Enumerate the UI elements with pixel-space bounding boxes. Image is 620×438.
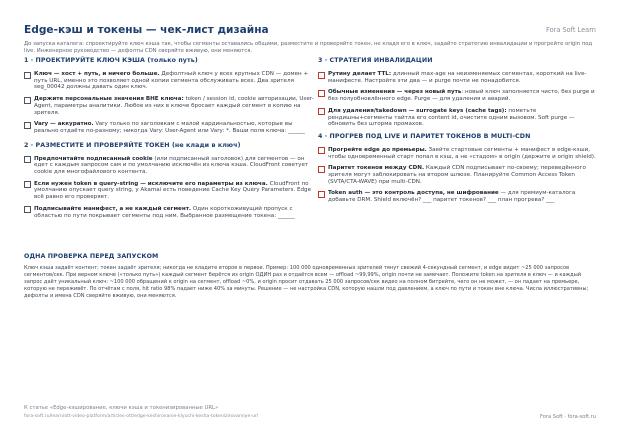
section-heading-token — [24, 142, 314, 149]
section-title: 2 · РАЗМЕСТИТЕ И ПРОВЕРЯЙТЕ ТОКЕН — [24, 141, 170, 149]
checklist-item[interactable] — [318, 108, 596, 128]
item-text: пометьте рендишны+сегменты тайтла его content id, очистите одним вызовом. Soft purge — обновить без шторма промахов. — [328, 107, 575, 128]
checkbox[interactable] — [24, 72, 31, 79]
section-title: 4 · ПРОГРЕВ ПОД LIVE И ПАРИТЕТ ТОКЕНОВ В MULTI-CDN — [318, 132, 531, 140]
section-note: (не клади в ключ) — [171, 141, 241, 149]
item-text: token / session id, cookie авторизации, User-Agent, параметры аналитики. Любое из них в ключе бросает каждый сегмент в копию на зрителя. — [34, 96, 314, 116]
checkbox[interactable] — [24, 181, 31, 188]
checklist-item[interactable] — [24, 71, 314, 91]
item-bold-text: Ключ — хост + путь, и ничего больше. — [34, 71, 160, 77]
page-title: Edge-кэш и токены — чек-лист дизайна — [24, 24, 269, 36]
checklist-item[interactable] — [318, 165, 596, 185]
worked-example-text: Ключ кэша задаёт контент; токен задаёт зрителя; никогда не кладите второе в первое. Пример: 100 000 одновременных зрителей тянут свежий 4-секундный сегмент, и edge видит ~25 000 запросов сегментов/сек. При верном ключе («только путь») каждый сегмент берётся из origin ОДИН раз и отдаётся всем — offload ~99,99%, origin почти не замечает. Положите token на зрителя в ключ — и каждый запрос даёт уникальный ключ: ~100 000 обращений к origin на сегмент, offload ~0%, и origin просит отдавать 25 000 запросов/сек видео на полном битрейте, чего он не может, — он падает на премьере, которую не переживёт. По отчётам с поля, hit ratio 98% падает ниже 40% за минуты. Решение — не настройка CDN, которую нашли под давлением, а ключ по пути и токен вне ключа. Числа иллюстративны; дефолты и имена CDN сверяйте вживую, они меняются. — [24, 265, 589, 299]
checkbox[interactable] — [24, 206, 31, 213]
section-title: 3 · СТРАТЕГИЯ ИНВАЛИДАЦИИ — [318, 57, 433, 64]
item-text: CloudFront по умолчанию опускает query string, у Akamai есть поведение Cache Key Query Parameters. Edge всё равно его проверяет. — [34, 180, 312, 201]
checkbox[interactable] — [318, 90, 325, 97]
checkbox[interactable] — [24, 156, 31, 163]
checkbox[interactable] — [24, 122, 31, 129]
item-bold-text: Vary — аккуратно. — [34, 121, 94, 128]
worked-example — [24, 253, 596, 300]
footer-article-url[interactable]: fora-soft.ru/learn/ott-video-platform/articles-ott/edge-keshirovanie-klyuchi-kesha-tokenizirovannye-url — [24, 414, 259, 419]
intro-paragraph: До запуска каталога: спроектируйте ключ кэша так, чтобы сегменты оставались общими, разместите и проверяйте токен, не кладя его в ключ, задайте стратегию инвалидации и прогрейте origin под live. Инженерное руководство — дефолты CDN сверяйте вживую, они меняются. — [24, 41, 593, 54]
item-bold-text: Прогрейте edge до премьеры. — [328, 146, 427, 153]
checkbox[interactable] — [318, 108, 325, 115]
item-text: : новый ключ заполняется чисто, без purge и без полуобновлённого edge. Purge — для удаления и аварий. — [328, 89, 595, 103]
section-heading-prewarm — [318, 133, 596, 140]
section-title: 1 · ПРОЕКТИРУЙТЕ КЛЮЧ КЭША — [24, 57, 146, 64]
item-text: Один короткоживущий пропуск с областью по пути покрывает сегменты под ним. Выбранное размещение токена: ______ — [34, 205, 295, 219]
item-bold-text: Держите персональные значения ВНЕ ключа: — [34, 96, 184, 103]
checkbox[interactable] — [24, 97, 31, 104]
checkbox[interactable] — [318, 166, 325, 173]
item-bold-text: Для удаления/takedown — surrogate keys (cache tags): — [328, 107, 507, 114]
checklist-item[interactable] — [24, 96, 314, 116]
brand-label: Fora Soft Learn — [546, 26, 596, 34]
item-text: — для премиум-каталога добавьте DRM. Shield включён? ___ паритет токенов? ___ план прогрева? ___ — [328, 190, 576, 204]
checkbox[interactable] — [318, 72, 325, 79]
page-header — [24, 24, 596, 38]
item-text: Дефолтный ключ у всех крупных CDN — домен + путь URL, именно это позволяет одной копии сегмента обслуживать всех. Два зрителя seg_00042 должны давать один ключ. — [34, 71, 309, 91]
checkbox[interactable] — [318, 147, 325, 154]
checklist-item[interactable] — [24, 181, 314, 201]
checklist-item[interactable] — [24, 206, 314, 219]
section-note: (только путь) — [147, 57, 198, 64]
left-column — [24, 57, 314, 224]
item-text: длинный max-age на неизменяемых сегментах, короткий на live-манифесте. Настройте эти два — и purge почти не понадобится. — [328, 71, 587, 84]
item-text: (или подписанный заголовок) для сегментов — он едет с каждым запросом сам и по умолчанию исключён из ключа кэша. CloudFront советует cookie для многофайлового контента. — [34, 155, 309, 176]
footer-brand[interactable]: Fora Soft · fora-soft.ru — [540, 414, 596, 420]
checklist-item[interactable] — [318, 190, 596, 203]
item-text: Vary только по заголовкам с малой кардинальностью, которые вы реально отдаёте по-разному; никогда Vary: User-Agent или Vary: *. Ваши поля ключа: ______ — [34, 121, 305, 134]
right-column — [318, 57, 596, 209]
item-text: Каждый CDN подписывает по-своему; переведённого зрителя могут заблокировать на втором шлюзе. Планируйте Common Access Token (SVTA/CTA-WAVE) при multi-CDN. — [328, 165, 586, 185]
section-heading-cache-key — [24, 57, 314, 64]
worked-example-heading: ОДНА ПРОВЕРКА ПЕРЕД ЗАПУСКОМ — [24, 253, 159, 260]
item-bold-text: Обычные изменения — через новый путь — [328, 89, 462, 96]
item-bold-text: Подписывайте манифест, а не каждый сегмент. — [34, 205, 192, 212]
checklist-item[interactable] — [318, 71, 596, 84]
checkbox[interactable] — [318, 191, 325, 198]
item-text: Заейте стартовые сегменты + манифест в edge-кэши, чтобы одновременный старт попал в кэш, а не «стадом» в origin (держите и origin shield). — [328, 146, 596, 160]
item-bold-text: Паритет токенов между CDN. — [328, 165, 425, 172]
item-bold-text: Рутину делает TTL: — [328, 71, 392, 77]
checklist-item[interactable] — [24, 156, 314, 176]
checklist-item[interactable] — [318, 89, 596, 102]
footer-article-title: К статье «Edge-кэширование, ключи кэша и токенизированные URL» — [24, 405, 219, 411]
item-bold-text: Если нужен token в query-string — исключите его параметры из ключа. — [34, 180, 268, 187]
item-bold-text: Token auth — это контроль доступа, не шифрование — [328, 190, 499, 197]
section-heading-invalidation — [318, 57, 596, 64]
checklist-item[interactable] — [24, 121, 314, 134]
item-bold-text: Предпочитайте подписанный cookie — [34, 155, 153, 162]
checklist-item[interactable] — [318, 147, 596, 160]
